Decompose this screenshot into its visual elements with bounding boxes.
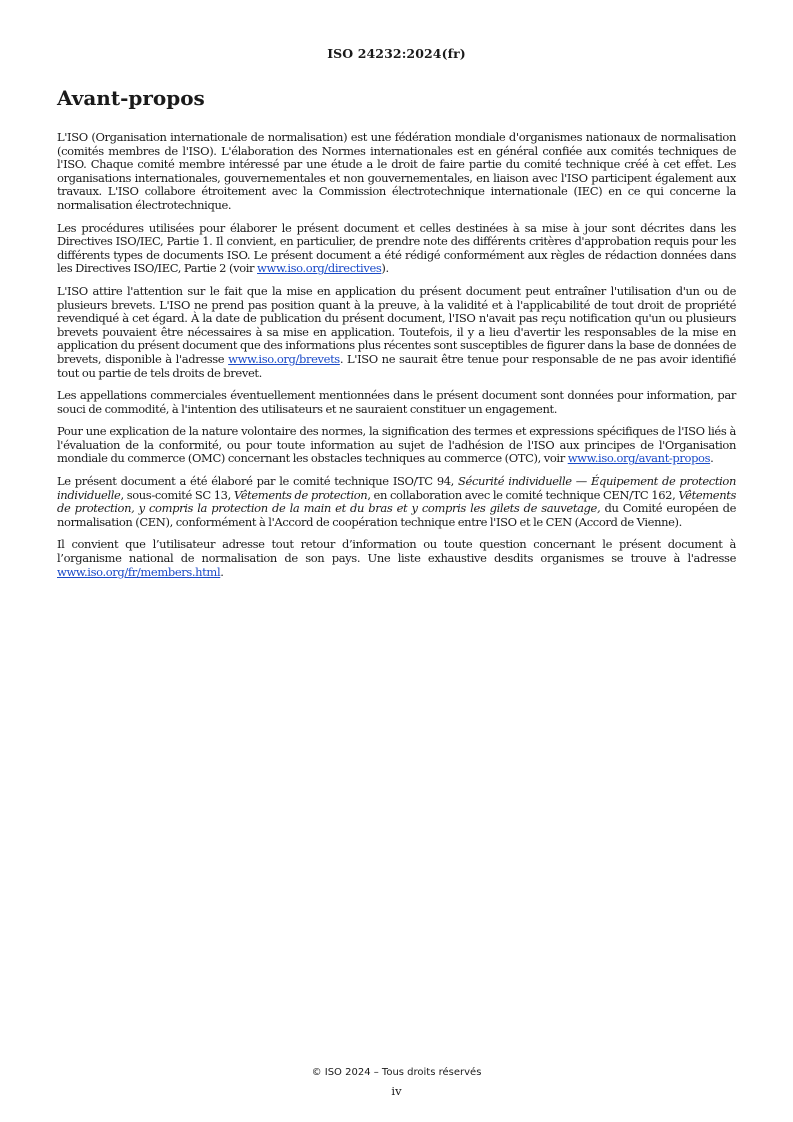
text-segment: . [710,451,714,466]
directives-link[interactable]: www.iso.org/directives [257,261,382,276]
text-segment: . [220,564,224,579]
members-link[interactable]: www.iso.org/fr/members.html [57,564,221,579]
cen-committee-title: Vêtements de protection, y compris la protection de la main et du bras et y compris les gilets de sauvetage, [57,487,737,516]
paragraph-iso-overview [57,131,736,213]
paragraph-committee [57,475,736,529]
foreword-body [57,131,736,588]
text-segment: Il convient que l’utilisateur adresse tout retour d’information ou toute question concernant le présent document à l’organisme national de normalisation de son pays. Une liste exhaustive desdits organismes se trouve à l'adresse [57,537,736,566]
text-segment: du Comité européen de normalisation (CEN), conformément à l'Accord de coopération technique entre l'ISO et le CEN (Accord de Vienne). [57,501,736,529]
page-title: Avant-propos [57,86,205,110]
text-segment: L'ISO (Organisation internationale de normalisation) est une fédération mondiale d'organismes nationaux de normalisation (comités membres de l'ISO). L'élaboration des Normes internationales est en général confiée aux comités techniques de l'ISO. Chaque comité membre intéressé par une étude a le droit de faire partie du comité technique créé à cet effet. Les organisations internationales, gouvernementales et non gouvernementales, en liaison avec l'ISO participent également aux travaux. L'ISO collabore étroitement avec la Commission électrotechnique internationale (IEC) en ce qui concerne la normalisation électrotechnique. [57,130,736,212]
page-number: iv [391,1084,402,1098]
text-segment: . L'ISO ne saurait être tenue pour responsable de ne pas avoir identifié tout ou partie de tels droits de brevet. [57,351,736,380]
subcommittee-title: Vêtements de protection [233,487,368,502]
copyright-notice: © ISO 2024 – Tous droits réservés [311,1067,482,1078]
text-segment: , en collaboration avec le comité technique CEN/TC 162, [367,487,679,502]
text-segment: Le présent document a été élaboré par le comité technique ISO/TC 94, [57,474,459,489]
text-segment: , sous-comité SC 13, [120,487,234,502]
document-header: ISO 24232:2024(fr) [327,46,466,61]
foreword-link[interactable]: www.iso.org/avant-propos [567,451,711,466]
paragraph-patents [57,285,736,380]
text-segment: ). [381,261,389,276]
text-segment: Les appellations commerciales éventuellement mentionnées dans le présent document sont données pour information, par souci de commodité, à l'intention des utilisateurs et ne sauraient constituer un engagement. [57,388,736,416]
paragraph-voluntary-nature [57,425,736,466]
text-segment: L'ISO attire l'attention sur le fait que la mise en application du présent document peut entraîner l'utilisation d'un ou de plusieurs brevets. L'ISO ne prend pas position quant à la preuve, à la validité et à l'applicabilité de tout droit de propriété revendiqué à cet égard. À la date de publication du présent document, l'ISO n'avait pas reçu notification qu'un ou plusieurs brevets pouvaient être nécessaires à sa mise en application. Toutefois, il y a lieu d'avertir les responsables de la mise en application du présent document que des informations plus récentes sont susceptibles de figurer dans la base de données de brevets, disponible à l'adresse [57,283,736,366]
paragraph-procedures [57,222,736,276]
paragraph-feedback [57,538,736,579]
paragraph-trade-names [57,389,736,416]
patents-link[interactable]: www.iso.org/brevets [228,351,340,366]
text-segment: Pour une explication de la nature volontaire des normes, la signification des termes et expressions spécifiques de l'ISO liés à l'évaluation de la conformité, ou pour toute information au sujet de l'adhésion de l'ISO aux principes de l'Organisation mondiale du commerce (OMC) concernant les obstacles techniques au commerce (OTC), voir [57,424,736,466]
committee-title: Sécurité individuelle — Équipement de protection individuelle [57,474,736,502]
text-segment: Les procédures utilisées pour élaborer le présent document et celles destinées à sa mise à jour sont décrites dans les Directives ISO/IEC, Partie 1. Il convient, en particulier, de prendre note des différents critères d'approbation requis pour les différents types de documents ISO. Le présent document a été rédigé conformément aux règles de rédaction données dans les Directives ISO/IEC, Partie 2 (voir [57,220,736,276]
